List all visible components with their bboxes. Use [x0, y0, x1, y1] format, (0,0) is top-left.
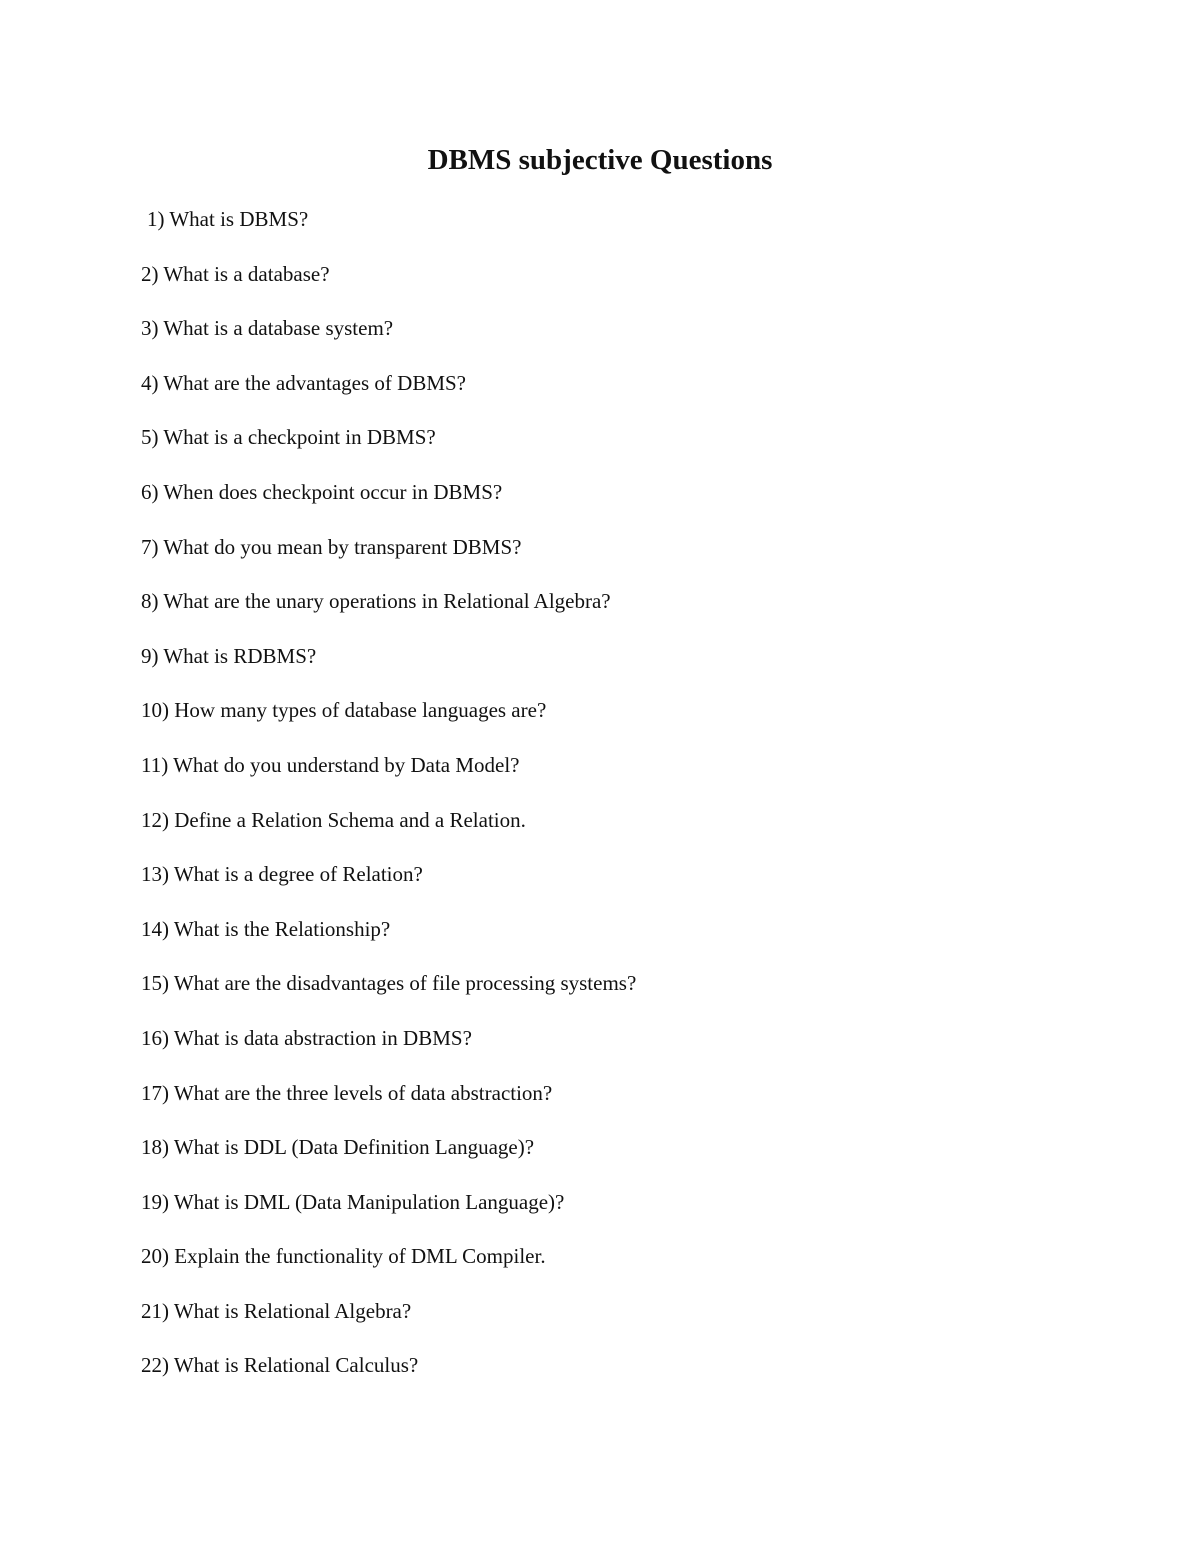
- question-item: 9) What is RDBMS?: [141, 643, 317, 668]
- question-item: 1) What is DBMS?: [147, 207, 309, 231]
- question-item: 13) What is a degree of Relation?: [141, 862, 423, 887]
- question-item: 8) What are the unary operations in Relational Algebra?: [141, 589, 611, 614]
- question-item: 12) Define a Relation Schema and a Relation.: [141, 807, 526, 832]
- question-item: 21) What is Relational Algebra?: [141, 1298, 412, 1323]
- question-item: 22) What is Relational Calculus?: [141, 1353, 419, 1378]
- question-item: 3) What is a database system?: [141, 316, 394, 341]
- page-title: DBMS subjective Questions: [427, 144, 773, 176]
- question-item: 15) What are the disadvantages of file processing systems?: [141, 971, 637, 996]
- question-item: 17) What are the three levels of data abstraction?: [141, 1080, 553, 1105]
- question-item: 19) What is DML (Data Manipulation Language)?: [141, 1189, 565, 1214]
- question-item: 20) Explain the functionality of DML Compiler.: [141, 1244, 546, 1269]
- question-item: 2) What is a database?: [141, 261, 330, 286]
- question-item: 7) What do you mean by transparent DBMS?: [141, 534, 522, 559]
- question-item: 16) What is data abstraction in DBMS?: [141, 1025, 472, 1050]
- question-item: 14) What is the Relationship?: [141, 916, 391, 941]
- question-item: 4) What are the advantages of DBMS?: [141, 370, 467, 395]
- question-item: 10) How many types of database languages are?: [141, 698, 547, 723]
- question-item: 11) What do you understand by Data Model?: [141, 752, 520, 777]
- question-item: 6) When does checkpoint occur in DBMS?: [141, 479, 503, 504]
- question-item: 5) What is a checkpoint in DBMS?: [141, 425, 436, 450]
- question-list: [141, 203, 636, 1404]
- question-item: 18) What is DDL (Data Definition Language)?: [141, 1135, 535, 1160]
